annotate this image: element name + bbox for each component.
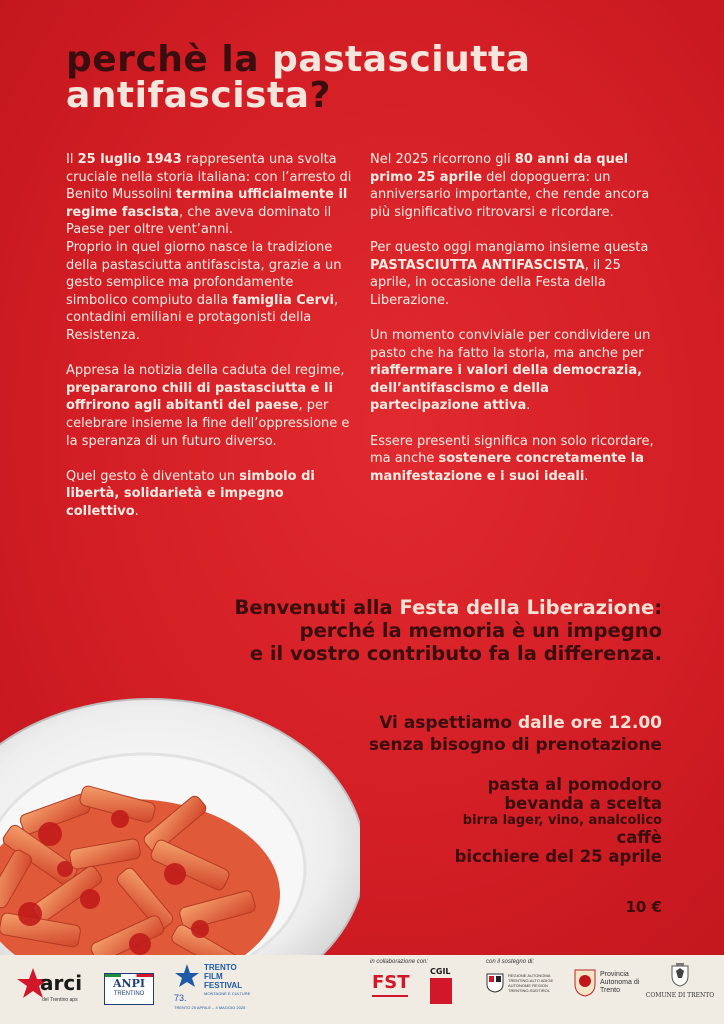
info-time: dalle ore 12.00 [517,713,662,733]
comune-logo [644,963,716,1013]
welcome-post: : [654,596,662,619]
text-run: , che aveva dominato il Paese per oltre vent’anni. [66,204,332,238]
menu-item: pasta al pomodoro [487,775,662,794]
text-run: Appresa la notizia della caduta del regime, [66,363,345,379]
cgil-logo [430,967,456,1011]
text-column-left [66,151,356,538]
menu-list [282,775,662,866]
bold-text: 25 luglio 1943 [77,152,182,167]
text-run: Un momento conviviale per condividere un pasto che ha fatto la storia, ma anche per [370,327,651,361]
collaboration-label: in collaborazione con: [370,959,429,965]
text-column-right [370,151,660,503]
crest-icon [671,963,689,987]
anpi-logo [104,973,154,1005]
paragraph [370,151,660,221]
welcome-pre: Benvenuti alla [234,596,400,619]
arci-subtitle: del Trentino aps [42,997,78,1003]
regione-logo [486,973,562,1003]
info-line2: senza bisogno di prenotazione [368,735,662,755]
bold-text: PASTASCIUTTA ANTIFASCISTA [370,257,585,273]
title-question-mark: ? [309,75,331,116]
coat-of-arms-icon [486,973,504,993]
welcome-line2: perché la memoria è un impegno [299,619,662,642]
welcome-message [62,596,662,665]
star-burst-icon [174,963,200,989]
bold-text: termina ufficialmente il regime fascista [66,187,348,220]
text-run: , per celebrare insieme la fine dell’oppressione e la speranza di un futuro diverso. [66,398,350,449]
welcome-highlight: Festa della Liberazione [399,596,655,619]
fst-underline [372,995,408,997]
tff-dates: TRENTO 25 APRILE – 4 MAGGIO 2025 [174,1005,246,1010]
tff-edition: 73. [174,993,187,1003]
text-run: Il [66,152,78,167]
provincia-name: Provincia Autonoma di Trento [600,971,640,994]
anpi-subtitle: TRENTINO [113,991,145,997]
tff-subtitle: MONTAGNE E CULTURE [204,991,251,996]
text-run: . [526,398,531,414]
text-run: Per questo oggi mangiamo insieme questa [370,239,649,255]
text-run: Quel gesto è diventato un [66,468,240,484]
paragraph [370,433,660,486]
welcome-line3: e il vostro contributo fa la differenza. [249,642,662,665]
sponsor-footer [0,955,724,1024]
title-part-light-2: antifascista [66,75,310,116]
arci-wordmark: arci [40,971,83,995]
text-run: Proprio in quel giorno nasce la tradizione della pastasciutta antifascista, grazie a un gesto semplice ma profondamente simbolico compiuto dalla [66,239,342,308]
paragraph [66,151,356,239]
info-pre: Vi aspettiamo [379,713,518,733]
tff-line1: TRENTO [204,963,237,972]
event-info [242,712,662,756]
arci-logo [16,965,83,1015]
menu-item: bicchiere del 25 aprile [454,847,662,866]
menu-item: bevanda a scelta [504,794,662,813]
poster-title [66,39,531,116]
price: 10 € [625,898,662,916]
paragraph [66,468,356,521]
title-part-dark: perchè la [66,39,273,80]
support-label: con il sostegno di: [486,959,535,965]
bold-text: sostenere concretamente la manifestazione e i suoi ideali [370,451,644,484]
paragraph [66,362,356,450]
fst-wordmark: FST [372,972,410,993]
cgil-red-block [430,978,452,1004]
text-run: del dopoguerra: un anniversario importante, che rende ancora più significativo ritrovarsi e ricordare. [370,169,650,220]
text-run: Essere presenti significa non solo ricordare, ma anche [370,433,654,467]
bold-text: famiglia Cervi [232,292,334,308]
anpi-wordmark: ANPI [112,977,145,990]
paragraph [370,239,660,309]
bold-text: 80 anni da quel primo 25 aprile [370,152,629,185]
regione-name: REGIONE AUTONOMA TRENTINO-ALTO ADIGE AUTONOME REGION TRENTINO-SÜDTIROL [508,973,554,993]
eagle-shield-icon [574,969,596,997]
bold-text: prepararono chili di pastasciutta e li offrirono agli abitanti del paese [66,380,333,414]
trento-film-festival-logo [172,961,254,1019]
text-run: , il 25 aprile, in occasione della Festa della Liberazione. [370,257,621,308]
tff-line2: FILM [204,972,223,981]
cgil-wordmark: CGIL [430,967,451,976]
menu-item-sub: birra lager, vino, analcolico [462,813,662,828]
paragraph [370,327,660,415]
bold-text: riaffermare i valori della democrazia, dell’antifascismo e della partecipazione attiva [370,363,643,414]
comune-name: COMUNE DI TRENTO [645,992,715,999]
text-run: rappresenta una svolta cruciale nella storia italiana: con l’arresto di Benito Mussolini [66,152,352,203]
text-run: . [134,503,139,519]
text-run: , contadini emiliani e protagonisti della Resistenza. [66,292,339,343]
text-run: Nel 2025 ricorrono gli [370,152,515,167]
paragraph [66,239,356,345]
text-run: . [584,468,589,484]
fst-logo [372,971,410,1003]
provincia-logo [574,967,644,1011]
bold-text: simbolo di libertà, solidarietà e impegno collettivo [66,468,315,519]
menu-item: caffè [616,828,662,847]
tff-line3: FESTIVAL [204,981,243,990]
title-part-light: pastasciutta [272,39,531,80]
